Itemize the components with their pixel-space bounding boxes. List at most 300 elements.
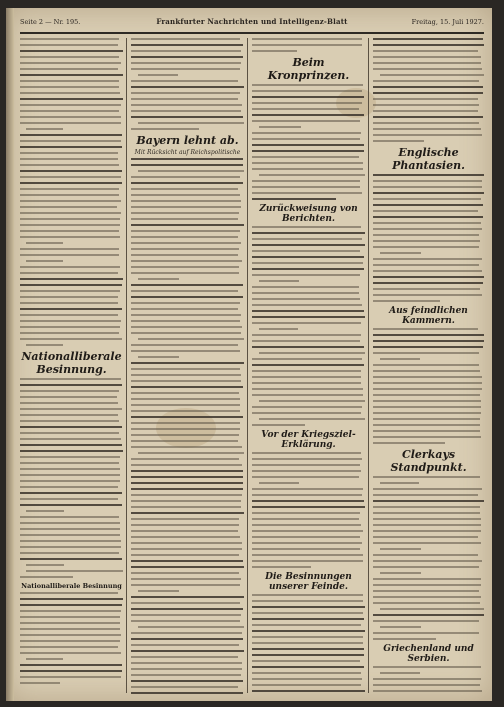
text-line (373, 300, 440, 302)
text-line (20, 62, 121, 64)
article-text (252, 38, 365, 52)
text-line (373, 412, 481, 414)
text-line (373, 264, 479, 266)
text-line (131, 284, 243, 286)
text-line (131, 596, 244, 598)
text-line (380, 548, 421, 550)
text-line (20, 200, 121, 202)
text-line (131, 398, 240, 400)
text-line (20, 670, 122, 672)
text-line (373, 186, 482, 188)
text-line (138, 356, 179, 358)
text-line (131, 266, 239, 268)
article-text (20, 38, 123, 346)
text-line (131, 104, 242, 106)
text-line (252, 494, 362, 496)
text-line (20, 486, 118, 488)
text-line (373, 240, 480, 242)
article-headline: Aus feindlichen Kammern. (389, 306, 468, 326)
text-line (373, 506, 480, 508)
article-headline: Nationalliberale Besinnung. (21, 350, 122, 376)
text-line (20, 302, 118, 304)
text-line (373, 174, 484, 176)
text-line (20, 164, 119, 166)
text-line (252, 606, 365, 608)
text-line (20, 604, 122, 606)
article-headline: Griechenland und Serbien. (383, 644, 474, 664)
text-line (20, 98, 123, 100)
text-line (252, 624, 361, 626)
text-line (131, 194, 240, 196)
text-line (131, 518, 239, 520)
text-line (20, 284, 122, 286)
text-line (20, 134, 122, 136)
text-line (20, 480, 120, 482)
text-line (20, 456, 120, 458)
text-line (26, 658, 63, 660)
text-line (373, 352, 479, 354)
text-line (20, 616, 120, 618)
text-line (252, 138, 360, 140)
text-line (252, 648, 364, 650)
text-line (131, 458, 239, 460)
text-line (252, 232, 365, 234)
article-headline: Beim Kronprinzen. (267, 56, 350, 82)
text-line (20, 402, 118, 404)
text-line (373, 620, 479, 622)
text-line (373, 294, 482, 296)
text-line (252, 684, 361, 686)
text-line (20, 86, 119, 88)
text-line (252, 268, 364, 270)
text-line (373, 288, 480, 290)
text-line (373, 68, 482, 70)
text-line (20, 498, 118, 500)
text-line (252, 292, 359, 294)
text-line (131, 620, 240, 622)
text-line (131, 530, 238, 532)
article-text (252, 84, 365, 200)
text-line (259, 352, 365, 354)
text-line (20, 378, 121, 380)
text-line (373, 436, 481, 438)
text-line (20, 92, 120, 94)
text-line (373, 512, 480, 514)
text-line (131, 686, 238, 688)
text-line (20, 592, 118, 594)
text-line (131, 218, 238, 220)
text-line (252, 150, 364, 152)
article-headline: Die Besinnungen unserer Feinde. (265, 572, 352, 592)
text-line (20, 296, 118, 298)
text-line (252, 120, 360, 122)
text-line (252, 38, 362, 40)
text-line (20, 50, 123, 52)
text-line (380, 74, 484, 76)
text-line (131, 482, 243, 484)
text-line (26, 260, 63, 262)
text-line (131, 128, 199, 130)
text-line (373, 690, 482, 692)
text-line (131, 422, 240, 424)
text-line (20, 408, 122, 410)
text-line (252, 406, 362, 408)
text-line (373, 62, 481, 64)
text-line (20, 622, 120, 624)
text-line (373, 38, 483, 40)
text-line (131, 602, 240, 604)
text-line (131, 416, 243, 418)
text-line (131, 668, 242, 670)
text-line (252, 424, 305, 426)
text-line (252, 560, 363, 562)
text-line (373, 204, 483, 206)
text-line (252, 506, 365, 508)
text-line (252, 310, 364, 312)
text-line (252, 630, 365, 632)
text-line (373, 442, 445, 444)
text-line (131, 242, 241, 244)
text-line (252, 346, 364, 348)
article-text (20, 378, 123, 578)
text-line (20, 552, 119, 554)
text-line (252, 186, 360, 188)
text-line (131, 314, 241, 316)
text-line (252, 388, 363, 390)
text-line (20, 682, 60, 684)
text-line (20, 628, 120, 630)
text-line (259, 328, 299, 330)
text-line (252, 612, 363, 614)
text-line (252, 536, 360, 538)
text-line (20, 426, 122, 428)
text-line (252, 286, 359, 288)
text-line (20, 598, 123, 600)
text-line (373, 334, 484, 336)
text-line (259, 174, 365, 176)
text-line (373, 258, 482, 260)
text-line (131, 500, 241, 502)
text-line (20, 146, 122, 148)
text-line (131, 350, 240, 352)
text-line (131, 290, 238, 292)
text-line (252, 198, 336, 200)
text-line (20, 332, 119, 334)
text-line (252, 144, 364, 146)
text-line (252, 618, 364, 620)
text-line (373, 44, 484, 46)
column-rule (368, 38, 369, 693)
text-line (131, 470, 243, 472)
text-line (131, 50, 241, 52)
text-line (26, 344, 63, 346)
text-line (131, 206, 241, 208)
text-line (20, 664, 122, 666)
text-line (20, 212, 121, 214)
text-line (373, 98, 478, 100)
text-line (252, 458, 362, 460)
text-line (373, 590, 479, 592)
text-line (252, 524, 361, 526)
text-line (131, 68, 240, 70)
text-line (252, 226, 361, 228)
text-line (252, 334, 361, 336)
text-line (373, 50, 478, 52)
text-line (252, 358, 362, 360)
text-line (20, 610, 121, 612)
text-line (20, 188, 119, 190)
text-line (131, 494, 242, 496)
text-line (131, 644, 239, 646)
text-line (138, 278, 179, 280)
text-line (259, 400, 365, 402)
text-line (373, 346, 483, 348)
text-line (252, 108, 359, 110)
text-line (20, 224, 120, 226)
text-line (252, 470, 361, 472)
text-line (252, 500, 364, 502)
text-line (252, 464, 360, 466)
text-line (259, 280, 299, 282)
text-line (252, 654, 364, 656)
text-line (252, 244, 365, 246)
text-line (131, 38, 240, 40)
text-line (20, 390, 119, 392)
text-line (131, 608, 243, 610)
text-line (20, 218, 120, 220)
text-line (373, 578, 481, 580)
text-line (259, 418, 365, 420)
text-line (20, 320, 121, 322)
text-line (20, 104, 121, 106)
text-line (252, 488, 363, 490)
text-line (252, 530, 363, 532)
column-3 (252, 38, 365, 695)
text-line (26, 570, 123, 572)
text-line (20, 68, 118, 70)
text-line (380, 572, 421, 574)
text-line (373, 524, 481, 526)
text-line (131, 248, 239, 250)
text-line (138, 74, 178, 76)
text-line (20, 122, 121, 124)
text-line (131, 434, 239, 436)
text-line (138, 122, 244, 124)
text-line (373, 678, 481, 680)
text-line (252, 690, 365, 692)
text-line (252, 90, 362, 92)
text-line (252, 304, 362, 306)
text-line (26, 128, 63, 130)
text-line (252, 476, 359, 478)
article-text (252, 452, 365, 568)
text-line (131, 56, 243, 58)
text-line (20, 278, 123, 280)
text-line (131, 560, 243, 562)
header-page-number: Seite 2 — Nr. 195. (20, 18, 81, 26)
text-line (131, 674, 241, 676)
text-line (252, 672, 361, 674)
text-line (138, 626, 244, 628)
text-line (373, 56, 481, 58)
article-headline: Bayern lehnt ab. (136, 134, 239, 147)
text-line (131, 236, 238, 238)
text-line (131, 86, 244, 88)
text-line (252, 382, 361, 384)
article-text (20, 592, 123, 684)
text-line (373, 602, 480, 604)
text-line (373, 328, 478, 330)
text-line (20, 396, 117, 398)
text-line (373, 638, 436, 640)
text-line (373, 560, 482, 562)
text-line (373, 394, 480, 396)
text-line (252, 168, 363, 170)
text-line (252, 518, 359, 520)
text-line (380, 252, 421, 254)
text-line (373, 116, 483, 118)
text-line (252, 364, 364, 366)
text-line (252, 548, 360, 550)
column-rule (247, 38, 248, 693)
article-text (373, 38, 484, 142)
text-line (252, 298, 360, 300)
text-line (131, 680, 243, 682)
text-line (252, 44, 362, 46)
text-line (373, 684, 480, 686)
text-line (20, 640, 120, 642)
text-line (373, 536, 478, 538)
text-line (131, 188, 238, 190)
text-line (373, 192, 484, 194)
text-line (252, 600, 363, 602)
text-line (252, 96, 364, 98)
text-line (20, 634, 121, 636)
text-line (131, 506, 241, 508)
text-line (252, 512, 360, 514)
article-text (252, 594, 365, 695)
article-text (131, 158, 244, 695)
text-line (20, 528, 120, 530)
text-line (20, 230, 119, 232)
text-line (20, 468, 120, 470)
text-line (131, 476, 243, 478)
text-line (373, 476, 480, 478)
text-line (373, 140, 424, 142)
text-line (20, 546, 121, 548)
article-text (252, 226, 365, 426)
text-line (131, 374, 241, 376)
text-line (131, 548, 242, 550)
text-line (252, 340, 360, 342)
text-line (252, 636, 363, 638)
text-line (20, 158, 118, 160)
article-text (131, 38, 244, 130)
text-line (373, 554, 478, 556)
text-line (20, 384, 122, 386)
text-line (373, 494, 478, 496)
text-line (20, 652, 121, 654)
text-line (252, 370, 361, 372)
text-line (20, 540, 121, 542)
text-line (373, 364, 479, 366)
text-line (373, 614, 484, 616)
article-text (373, 328, 484, 444)
text-line (252, 180, 360, 182)
text-line (131, 62, 241, 64)
text-line (131, 98, 238, 100)
text-line (373, 566, 479, 568)
text-line (20, 558, 122, 560)
article-text (373, 174, 484, 302)
text-line (131, 524, 239, 526)
text-line (20, 444, 122, 446)
text-line (20, 474, 120, 476)
text-line (373, 216, 483, 218)
text-line (131, 158, 243, 160)
text-line (26, 564, 64, 566)
text-line (131, 656, 238, 658)
text-line (373, 424, 480, 426)
text-line (373, 222, 481, 224)
text-line (131, 440, 238, 442)
text-line (20, 44, 118, 46)
text-line (138, 338, 244, 340)
text-line (373, 530, 481, 532)
text-line (373, 134, 482, 136)
text-line (20, 254, 119, 256)
text-line (252, 642, 363, 644)
article-headline: Englische Phantasien. (392, 146, 465, 172)
text-line (131, 392, 239, 394)
text-line (380, 358, 421, 360)
article-subheadline: Mit Rücksicht auf Reichspolitische (134, 149, 241, 156)
text-line (131, 296, 243, 298)
text-line (373, 198, 481, 200)
column-2 (131, 38, 244, 695)
text-line (252, 412, 361, 414)
text-line (131, 92, 240, 94)
text-line (131, 260, 242, 262)
text-line (20, 56, 119, 58)
text-line (20, 194, 119, 196)
text-line (252, 554, 363, 556)
text-line (131, 176, 240, 178)
text-line (131, 200, 241, 202)
text-line (252, 322, 361, 324)
text-line (20, 420, 119, 422)
text-line (20, 492, 122, 494)
text-line (252, 132, 361, 134)
text-line (373, 210, 478, 212)
text-line (373, 104, 479, 106)
text-line (252, 542, 362, 544)
text-line (131, 572, 239, 574)
text-line (20, 206, 117, 208)
text-line (20, 116, 121, 118)
text-line (20, 80, 119, 82)
text-line (373, 500, 484, 502)
text-line (373, 666, 481, 668)
text-line (252, 678, 362, 680)
text-line (20, 248, 119, 250)
text-line (131, 692, 243, 694)
text-line (373, 110, 478, 112)
text-line (131, 410, 240, 412)
text-line (373, 488, 482, 490)
article-headline: Vor der Kriegsziel-Erklärung. (261, 430, 356, 450)
text-line (131, 230, 240, 232)
